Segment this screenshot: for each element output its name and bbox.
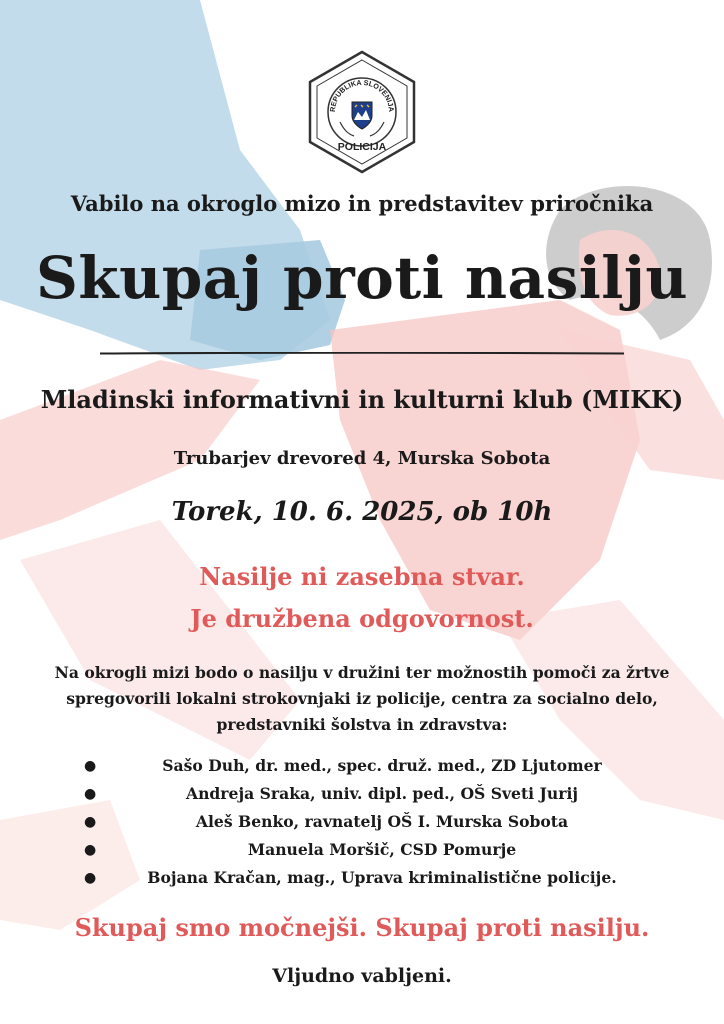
slogan-line-1: Nasilje ni zasebna stvar. <box>199 562 525 591</box>
event-datetime: Torek, 10. 6. 2025, ob 10h <box>171 497 553 527</box>
description-paragraph: Na okrogli mizi bodo o nasilju v družini ter možnostih pomoči za žrtve spregovorili lokalni strokovnjaki iz policije, centra za socialno delo, predstavniki šolstva in zdravstva: <box>54 663 670 734</box>
slogan-line-2: Je družbena odgovornost. <box>190 604 534 633</box>
footer-greeting: Vljudno vabljeni. <box>272 965 452 987</box>
list-item <box>0 836 724 864</box>
speaker-name: Manuela Moršič, CSD Pomurje <box>247 840 517 859</box>
title-divider <box>100 352 624 355</box>
speaker-list <box>0 752 724 892</box>
police-emblem-icon <box>300 50 424 174</box>
bullet-icon: ● <box>84 842 97 858</box>
venue-address: Trubarjev drevored 4, Murska Sobota <box>173 448 551 469</box>
speaker-name: Andreja Sraka, univ. dipl. ped., OŠ Sveti Jurij <box>185 784 579 803</box>
bullet-icon: ● <box>84 870 97 886</box>
speaker-name: Aleš Benko, ravnatelj OŠ I. Murska Sobota <box>195 812 569 831</box>
list-item <box>0 752 724 780</box>
emblem-bottom-text: POLICIJA <box>337 141 387 153</box>
venue-name: Mladinski informativni in kulturni klub (MIKK) <box>40 385 684 414</box>
bullet-icon: ● <box>84 814 97 830</box>
list-item <box>0 864 724 892</box>
speaker-name: Sašo Duh, dr. med., spec. druž. med., ZD Ljutomer <box>162 756 602 775</box>
page-title: Skupaj proti nasilju <box>36 244 688 312</box>
list-item <box>0 780 724 808</box>
closing-slogan: Skupaj smo močnejši. Skupaj proti nasilju. <box>74 913 650 942</box>
list-item <box>0 808 724 836</box>
invite-line: Vabilo na okroglo mizo in predstavitev priročnika <box>70 191 654 216</box>
bullet-icon: ● <box>84 758 97 774</box>
bullet-icon: ● <box>84 786 97 802</box>
emblem-top-text: REPUBLIKA SLOVENIJA <box>327 77 397 113</box>
speaker-name: Bojana Kračan, mag., Uprava kriminalistične policije. <box>147 868 617 887</box>
